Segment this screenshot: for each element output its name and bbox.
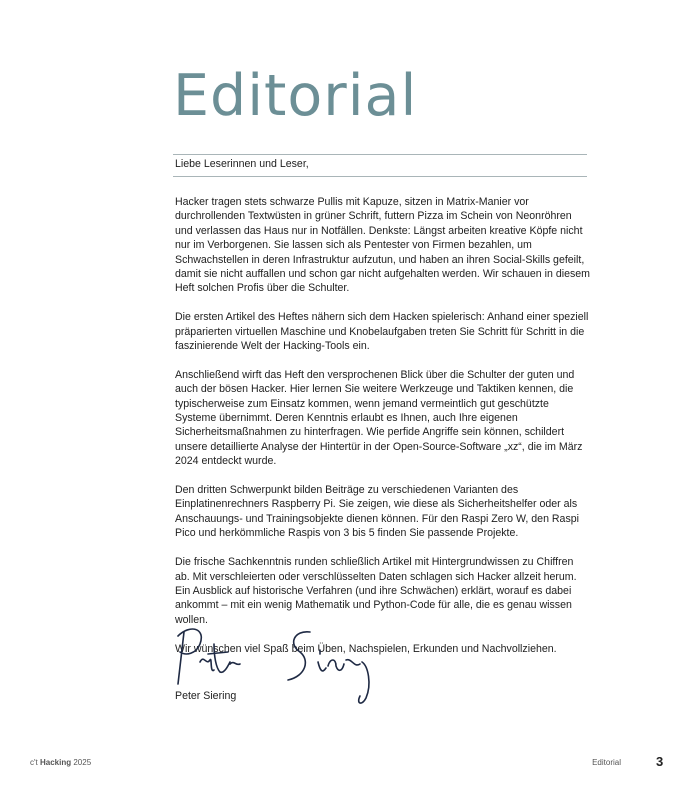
page-number: 3	[656, 754, 664, 769]
editorial-body	[175, 195, 591, 670]
paragraph-1: Hacker tragen stets schwarze Pullis mit Kapuze, sitzen in Matrix-Manier vor durchrollenden Textwüsten in grüner Schrift, futtern Pizza im Schein von Neonröhren und verlassen das Haus nur in Notfällen. Denkste: Längst arbeiten kreative Köpfe nicht nur im Verborgenen. Sie lassen sich als Pentester von Firmen bezahlen, um Schwachstellen in deren Infrastruktur aufzutun, und haben an ihren Social-Skills gefeilt, damit sie nicht auffallen und schon gar nicht aufgehalten werden. Wir schauen in diesem Heft solchen Profis über die Schulter.	[175, 196, 590, 295]
footer-publication	[30, 758, 91, 767]
signer-name: Peter Siering	[175, 690, 237, 702]
footer-brand: c't	[30, 758, 38, 767]
paragraph-5: Die frische Sachkenntnis runden schließlich Artikel mit Hintergrundwissen zu Chiffren ab. Mit verschleierten oder verschlüsselten Daten schlagen sich Hacker allzeit herum. Ein Ausblick auf historische Verfahren (und ihre Schwächen) erklärt, worauf es dabei ankommt – mit ein wenig Mathematik und Python-Code für alle, die es genau wissen wollen.	[175, 556, 577, 626]
greeting-divider	[173, 176, 587, 177]
footer-magazine: Hacking	[39, 758, 72, 767]
paragraph-2: Die ersten Artikel des Heftes nähern sich dem Hacken spielerisch: Anhand einer speziell präparierten virtuellen Maschine und Knobelaufgaben treten Sie Schritt für Schritt in die faszinierende Welt der Hacking-Tools ein.	[175, 311, 589, 353]
paragraph-4: Den dritten Schwerpunkt bilden Beiträge zu verschiedenen Varianten des Einplatinenrechners Raspberry Pi. Sie zeigen, wie diese als Sicherheitshelfer oder als Anschauungs- und Trainingsobjekte dienen können. Für den Raspi Zero W, den Raspi Pico und herkömmliche Raspis von 3 bis 5 finden Sie passende Projekte.	[175, 484, 579, 540]
footer-year: 2025	[73, 758, 92, 767]
top-divider	[173, 154, 587, 155]
paragraph-3: Anschließend wirft das Heft den versprochenen Blick über die Schulter der guten und auch der bösen Hacker. Hier lernen Sie weitere Werkzeuge und Taktiken kennen, die typischerweise zum Einsatz kommen, wenn jemand vermeintlich gut geschützte Systeme übernimmt. Deren Kenntnis erlaubt es Ihnen, auch Ihre eigenen Sicherheitsmaßnahmen zu hinterfragen. Wie perfide Angriffe sein können, schildert unsere detaillierte Analyse der Hintertür in der Open-Source-Software „xz“, die im März 2024 entdeckt wurde.	[175, 368, 583, 468]
footer-section: Editorial	[592, 758, 621, 767]
greeting: Liebe Leserinnen und Leser,	[175, 158, 309, 170]
paragraph-6: Wir wünschen viel Spaß beim Üben, Nachspielen, Erkunden und Nachvollziehen.	[175, 642, 557, 655]
page-title: Editorial	[173, 63, 418, 129]
